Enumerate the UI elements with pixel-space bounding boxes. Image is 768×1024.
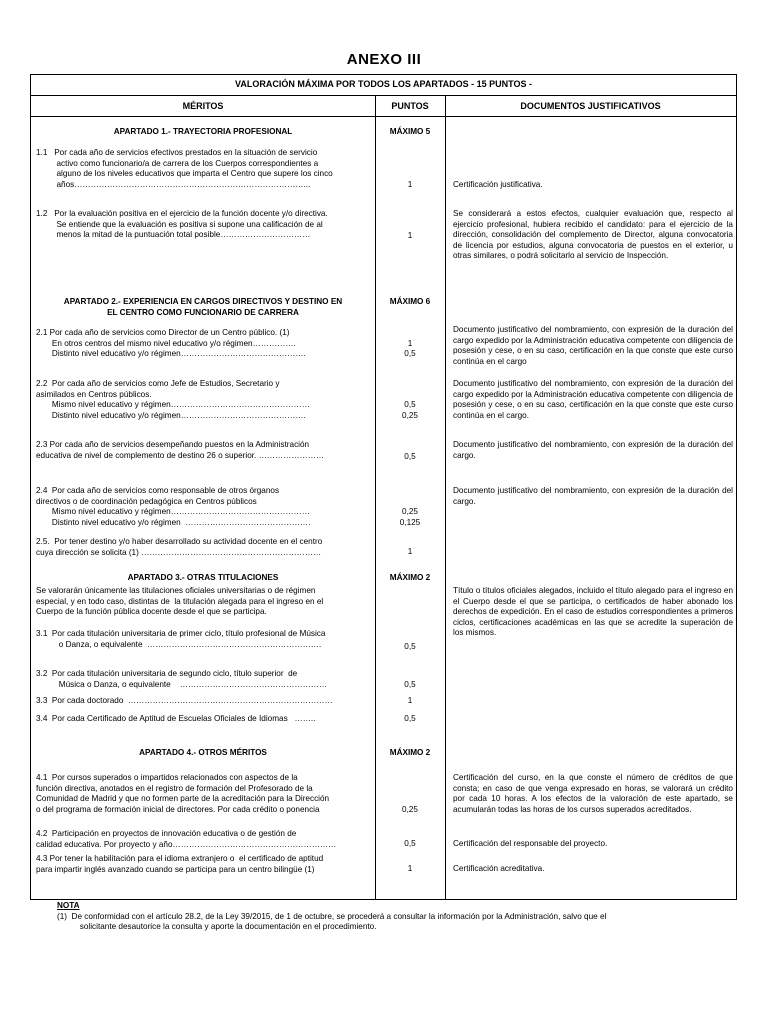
points-3-2: 0,5 <box>404 680 416 689</box>
doc-2-4: Documento justificativo del nombramiento, con expresión de la duración del cargo. <box>453 486 733 506</box>
doc-4-1: Certificación del curso, en la que conste el número de créditos de que consta; en caso de que venga expresado en horas, se valorará un crédito por cada 10 horas. A los efectos de la valoración de este apartado, se acumularán todas las horas de los cursos superados acreditados. <box>453 773 733 814</box>
points-2-4: 0,25 0,125 <box>399 507 421 527</box>
footnote-title: NOTA <box>57 901 80 910</box>
doc-3: Título o títulos oficiales alegados, incluido el título alegado para el ingreso en el Cuerpo desde el que se participa, o certificados de haber abonado los derechos de expedición. En el caso de estudios correspondientes a primeros ciclos, certificaciones académicas en las que se acredite la superación de los mismos. <box>453 586 733 638</box>
column-divider <box>445 96 446 899</box>
merit-2-4: 2.4 Por cada año de servicios como responsable de otros órganos directivos o de coordinación pedagógica en Centros públicos Mismo nivel educativo y régimen…………………………………………… Distinto nivel educativo y/o régimen ………………………………………. <box>36 486 311 527</box>
section-title-3: APARTADO 3.- OTRAS TITULACIONES <box>127 573 279 582</box>
doc-4-3: Certificación acreditativa. <box>453 864 545 873</box>
points-3-1: 0,5 <box>404 642 416 651</box>
doc-2-1: Documento justificativo del nombramiento, con expresión de la duración del cargo expedido por la Administración educativa competente con diligencia de posesión y cese, o en su caso, certificación en la que conste que este curso continúa en el cargo <box>453 325 733 366</box>
points-3-4: 0,5 <box>404 714 416 723</box>
points-2-2: 0,5 0,25 <box>402 400 418 420</box>
section-max-1: MÁXIMO 5 <box>389 127 431 136</box>
points-4-3: 1 <box>407 864 413 873</box>
header-documentos: DOCUMENTOS JUSTIFICATIVOS <box>520 101 661 111</box>
points-2-5: 1 <box>407 547 413 556</box>
divider <box>31 95 736 96</box>
header-meritos: MÉRITOS <box>182 101 224 111</box>
divider <box>31 116 736 117</box>
section-3-intro: Se valorarán únicamente las titulaciones oficiales universitarias o de régimen especial, y en todo caso, distintas de la titulación alegada para el ingreso en el Cuerpo de la función pública docente desde el que se participa. <box>36 586 324 617</box>
section-title-2: APARTADO 2.- EXPERIENCIA EN CARGOS DIRECTIVOS Y DESTINO EN EL CENTRO COMO FUNCIONARIO DE CARRERA <box>63 297 343 317</box>
doc-1-1: Certificación justificativa. <box>453 180 543 189</box>
table-banner: VALORACIÓN MÁXIMA POR TODOS LOS APARTADOS - 15 PUNTOS - <box>234 79 533 89</box>
footnote <box>57 901 606 933</box>
points-4-2: 0,5 <box>404 839 416 848</box>
merits-table <box>30 74 737 900</box>
header-puntos: PUNTOS <box>391 101 429 111</box>
section-title-1: APARTADO 1.- TRAYECTORIA PROFESIONAL <box>113 127 293 136</box>
points-1-2: 1 <box>407 231 413 240</box>
section-max-3: MÁXIMO 2 <box>389 573 431 582</box>
points-2-3: 0,5 <box>404 452 416 461</box>
column-divider <box>375 96 376 899</box>
merit-2-2: 2.2 Por cada año de servicios como Jefe de Estudios, Secretario y asimilados en Centros públicos. Mismo nivel educativo y régimen…………………………………………… Distinto nivel educativo y/o régimen………………………………………. <box>36 379 310 420</box>
merit-4-1: 4.1 Por cursos superados o impartidos relacionados con aspectos de la función directiva, anotados en el registro de formación del Profesorado de la Comunidad de Madrid y que no formen parte de la acreditación para la Dirección o del programa de formación inicial de directores. Por cada crédito o ponencia <box>36 773 330 814</box>
merit-2-5: 2.5. Por tener destino y/o haber desarrollado su actividad docente en el centro cuya dirección se solicita (1) ………………………………………………………… <box>36 537 323 557</box>
section-max-2: MÁXIMO 6 <box>389 297 431 306</box>
merit-3-3: 3.3 Por cada doctorado ………………………………………………………………… <box>36 696 333 705</box>
merit-4-2: 4.2 Participación en proyectos de innovación educativa o de gestión de calidad educativa. Por proyecto y año…………………………………………………… <box>36 829 337 849</box>
doc-2-2: Documento justificativo del nombramiento, con expresión de la duración del cargo expedido por la Administración educativa competente con diligencia de posesión y cese, o en su caso, certificación en la que conste que este curso continúa en el cargo. <box>453 379 733 420</box>
footnote-text: (1) De conformidad con el artículo 28.2, de la Ley 39/2015, de 1 de octubre, se procederá a consultar la información por la Administración, salvo que el solicitante desautorice la consulta y aporte la documentación en el procedimiento. <box>57 911 607 932</box>
merit-3-1: 3.1 Por cada titulación universitaria de primer ciclo, título profesional de Música o Danza, o equivalente ………………………………………………………. <box>36 629 326 649</box>
merit-4-3: 4.3 Por tener la habilitación para el idioma extranjero o el certificado de aptitud para impartir inglés avanzado cuando se participa para un centro bilingüe (1) <box>36 854 324 874</box>
merit-3-2: 3.2 Por cada titulación universitaria de segundo ciclo, título superior de Música o Danza, o equivalente ……………………………………………… <box>36 669 328 689</box>
merit-2-3: 2.3 Por cada año de servicios desempeñando puestos en la Administración educativa de nivel de complemento de destino 26 o superior. …………………… <box>36 440 325 460</box>
doc-2-3: Documento justificativo del nombramiento, con expresión de la duración del cargo. <box>453 440 733 460</box>
merit-3-4: 3.4 Por cada Certificado de Aptitud de Escuelas Oficiales de Idiomas …….. <box>36 714 316 723</box>
page-title: ANEXO III <box>346 51 422 68</box>
points-2-1: 1 0,5 <box>404 338 416 359</box>
points-3-3: 1 <box>407 696 413 705</box>
merit-2-1: 2.1 Por cada año de servicios como Director de un Centro público. (1) En otros centros del mismo nivel educativo y/o régimen……………. Distinto nivel educativo y/o régimen………………………………………. <box>36 328 306 359</box>
merit-1-2: 1.2 Por la evaluación positiva en el ejercicio de la función docente y/o directiva. Se entiende que la evaluación es positiva si supone una calificación de al menos la mitad de la puntuación total posible…………………………… <box>36 209 328 240</box>
section-max-4: MÁXIMO 2 <box>389 748 431 757</box>
doc-1-2: Se considerará a estos efectos, cualquier evaluación que, respecto al ejercicio profesional, hubiera recibido el candidato: para el ejercicio de la dirección, consolidación del complemento de Director, alguna convocatoria de licencia por estudios, alguna convocatoria de puestos en el exterior, u otras similares, o podrá solicitarlo al servicio de Inspección. <box>453 209 733 261</box>
points-1-1: 1 <box>407 180 413 189</box>
merit-1-1: 1.1 Por cada año de servicios efectivos prestados en la situación de servicio activo como funcionario/a de carrera de los Cuerpos correspondientes a alguno de los niveles educativos que imparta el Centro que supere los cinco años…………………………………………………………………………... <box>36 148 333 189</box>
doc-4-2: Certificación del responsable del proyecto. <box>453 839 608 848</box>
points-4-1: 0,25 <box>402 805 418 814</box>
section-title-4: APARTADO 4.- OTROS MÉRITOS <box>139 748 267 757</box>
